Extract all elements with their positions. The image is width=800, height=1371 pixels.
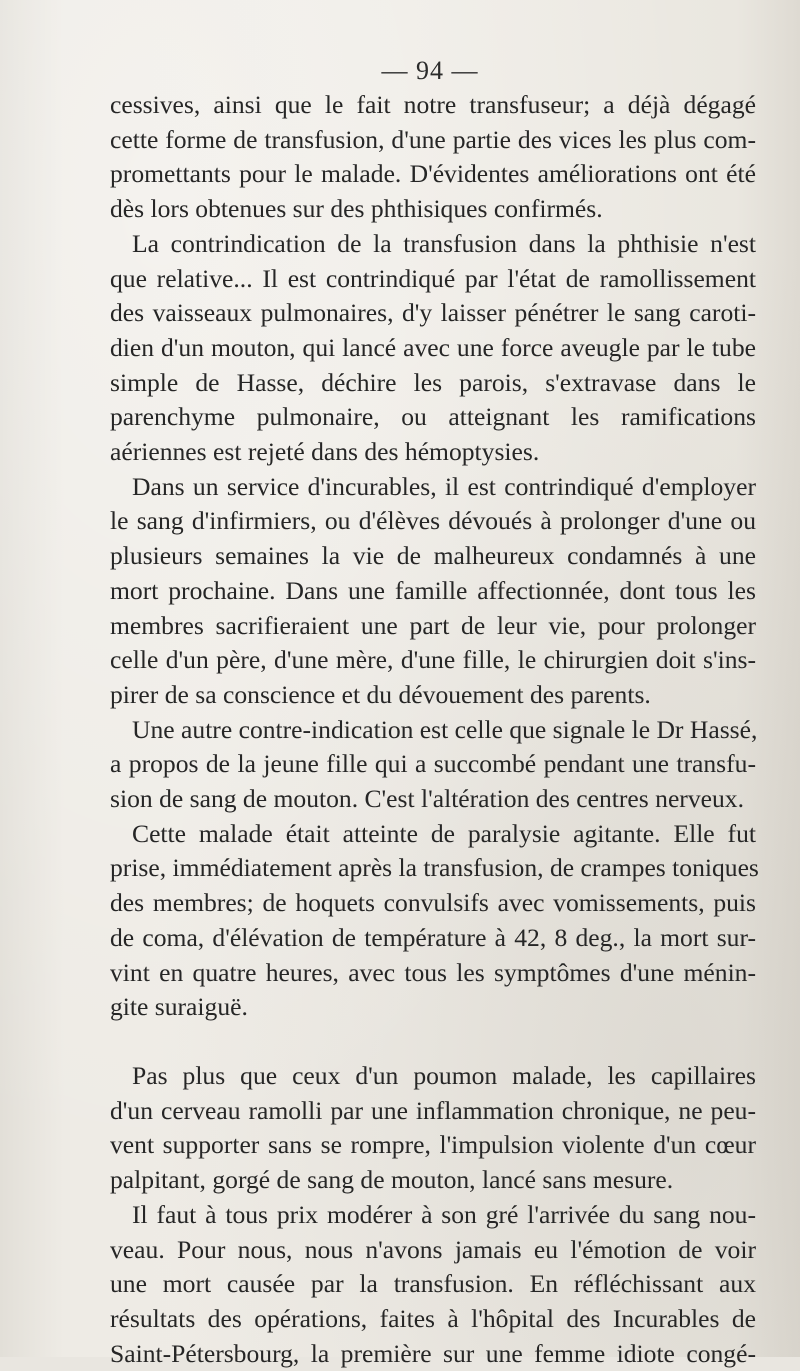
text-line: mort prochaine. Dans une famille affectionnée, dont tous les: [110, 575, 756, 605]
text-line: celle d'un père, d'une mère, d'une fille, le chirurgien doit s'ins-: [110, 645, 756, 675]
text-line: La contrindication de la transfusion dans la phthisie n'est: [132, 228, 756, 258]
text-line: des membres; de hoquets convulsifs avec vomissements, puis: [110, 888, 756, 918]
text-line: Il faut à tous prix modérer à son gré l'arrivée du sang nou-: [132, 1199, 756, 1229]
text-line: de coma, d'élévation de température à 42, 8 deg., la mort sur-: [110, 922, 756, 952]
text-line: d'un cerveau ramolli par une inflammation chronique, ne peu-: [110, 1095, 756, 1125]
text-line: Cette malade était atteinte de paralysie agitante. Elle fut: [132, 818, 756, 848]
text-line: cessives, ainsi que le fait notre transfuseur; a déjà dégagé: [110, 90, 756, 119]
text-line: a propos de la jeune fille qui a succombé pendant une transfu-: [110, 749, 756, 779]
text-line: dien d'un mouton, qui lancé avec une force aveugle par le tube: [110, 332, 756, 362]
text-line: promettants pour le malade. D'évidentes améliorations ont été: [110, 159, 756, 189]
text-line: que relative... Il est contrindiqué par l'état de ramollissement: [110, 263, 756, 293]
text-line: simple de Hasse, déchire les parois, s'extravase dans le: [110, 367, 756, 397]
text-line: Saint-Pétersbourg, la première sur une femme idiote congé-: [110, 1338, 756, 1368]
text-line: prise, immédiatement après la transfusion, de crampes toniques: [110, 853, 759, 883]
text-line: résultats des opérations, faites à l'hôpital des Incurables de: [110, 1303, 756, 1333]
text-line: gite suraiguë.: [110, 992, 248, 1022]
text-line: dès lors obtenues sur des phthisiques confirmés.: [110, 194, 603, 224]
paragraph-gap: [110, 1025, 756, 1059]
body-text: [110, 88, 759, 1371]
text-line: le sang d'infirmiers, ou d'élèves dévoués à prolonger d'une ou: [110, 506, 756, 536]
text-line: Dans un service d'incurables, il est contrindiqué d'employer: [132, 471, 756, 501]
text-line: cette forme de transfusion, d'une partie des vices les plus com-: [110, 124, 756, 154]
text-line: des vaisseaux pulmonaires, d'y laisser pénétrer le sang caroti-: [110, 298, 756, 328]
text-line: membres sacrifieraient une part de leur vie, pour prolonger: [110, 610, 756, 640]
text-line: pirer de sa conscience et du dévouement des parents.: [110, 679, 651, 709]
text-line: une mort causée par la transfusion. En réfléchissant aux: [110, 1269, 756, 1299]
text-line: palpitant, gorgé de sang de mouton, lancé sans mesure.: [110, 1165, 674, 1195]
text-line: Pas plus que ceux d'un poumon malade, les capillaires: [132, 1060, 756, 1090]
text-line: veau. Pour nous, nous n'avons jamais eu l'émotion de voir: [110, 1234, 756, 1264]
text-line: Une autre contre-indication est celle que signale le Dr Hassé,: [132, 714, 758, 744]
page-number: — 94 —: [381, 56, 479, 85]
text-line: sion de sang de mouton. C'est l'altération des centres nerveux.: [110, 784, 744, 814]
text-line: parenchyme pulmonaire, ou atteignant les ramifications: [110, 402, 756, 432]
text-line: vent supporter sans se rompre, l'impulsion violente d'un cœur: [110, 1130, 756, 1160]
text-line: plusieurs semaines la vie de malheureux condamnés à une: [110, 541, 756, 571]
text-line: aériennes est rejeté dans des hémoptysies.: [110, 437, 540, 467]
text-line: vint en quatre heures, avec tous les symptômes d'une ménin-: [110, 957, 756, 987]
